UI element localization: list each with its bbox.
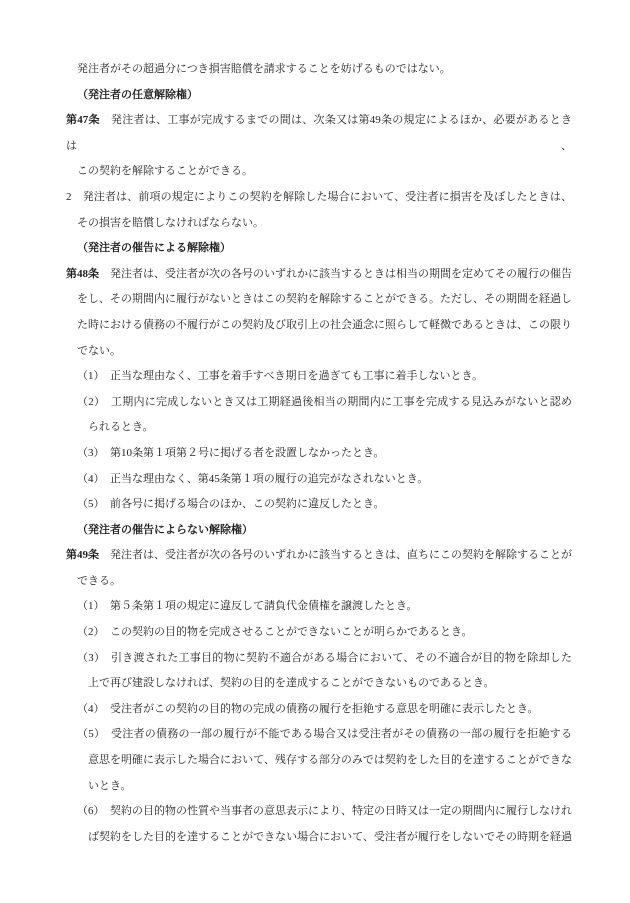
item-line bbox=[66, 594, 572, 620]
item-line bbox=[66, 441, 572, 467]
item-line bbox=[66, 364, 572, 390]
text-run: その損害を賠償しなければならない。 bbox=[77, 216, 264, 229]
continuation-line bbox=[66, 211, 572, 237]
section-heading bbox=[66, 83, 572, 109]
text-run: （4） 正当な理由なく、第45条第１項の履行の追完がなされないとき。 bbox=[77, 472, 429, 485]
text-run: 発注者がその超過分につき損害賠償を請求することを妨げるものではない。 bbox=[77, 63, 451, 75]
text-run: できる。 bbox=[77, 574, 121, 587]
text-run: （2） この契約の目的物を完成させることができないことが明らかであるとき。 bbox=[77, 626, 473, 639]
heading-text: （発注者の催告による解除権） bbox=[77, 242, 231, 255]
item-line bbox=[66, 722, 572, 748]
item-line bbox=[66, 467, 572, 493]
text-run: 発注者は、受注者が次の各号のいずれかに該当するときは、直ちにこの契約を解除することが bbox=[99, 549, 572, 562]
item-line bbox=[66, 697, 572, 723]
text-run: た時における債務の不履行がこの契約及び取引上の社会通念に照らして軽微であるときは、この限り bbox=[77, 318, 572, 331]
text-run: いとき。 bbox=[88, 779, 132, 792]
item-line bbox=[66, 492, 572, 518]
text-run: 2 発注者は、前項の規定によりこの契約を解除した場合において、受注者に損害を及ぼしたときは、 bbox=[66, 190, 572, 203]
item-line bbox=[66, 620, 572, 646]
text-run: られるとき。 bbox=[88, 421, 154, 434]
continuation-line bbox=[66, 671, 572, 697]
text-run: （3） 引き渡された工事目的物に契約不適合がある場合において、その不適合が目的物を除却した bbox=[77, 651, 572, 664]
article-line bbox=[66, 543, 572, 569]
text-run: 意思を明確に表示した場合において、残存する部分のみでは契約をした目的を達することができな bbox=[88, 754, 572, 767]
text-run: 上で再び建設しなければ、契約の目的を達成することができないものであるとき。 bbox=[88, 677, 495, 690]
text-run: をし、その期間内に履行がないときはこの契約を解除することができる。ただし、その期間を経過し bbox=[77, 293, 572, 306]
article-line bbox=[66, 262, 572, 288]
continuation-line bbox=[66, 287, 572, 313]
text-run: でない。 bbox=[77, 344, 121, 357]
text-run: （2） 工期内に完成しないとき又は工期経過後相当の期間内に工事を完成する見込みがないと認め bbox=[77, 395, 572, 408]
continuation-line bbox=[66, 313, 572, 339]
text-run: （3） 第10条第１項第２号に掲げる者を設置しなかったとき。 bbox=[77, 446, 385, 459]
paragraph-line bbox=[66, 185, 572, 211]
heading-text: （発注者の任意解除権） bbox=[77, 88, 198, 101]
item-line bbox=[66, 390, 572, 416]
heading-text: （発注者の催告によらない解除権） bbox=[77, 523, 253, 536]
continuation-line bbox=[66, 825, 572, 851]
text-run: （5） 受注者の債務の一部の履行が不能である場合又は受注者がその債務の一部の履行を拒絶する bbox=[77, 728, 572, 741]
article-number: 第47条 bbox=[66, 114, 100, 127]
text-run: （4） 受注者がこの契約の目的物の完成の債務の履行を拒絶する意思を明確に表示したとき。 bbox=[77, 702, 539, 715]
text-run: 発注者は、工事が完成するまでの間は、次条又は第49条の規定によるほか、必要があるときは、 bbox=[66, 114, 572, 152]
contract-text-block bbox=[66, 57, 572, 850]
text-run: （1） 第５条第１項の規定に違反して請負代金債権を譲渡したとき。 bbox=[77, 600, 418, 613]
text-run: （5） 前各号に掲げる場合のほか、この契約に違反したとき。 bbox=[77, 498, 385, 511]
continuation-line bbox=[66, 774, 572, 800]
continuation-line bbox=[66, 569, 572, 595]
article-number: 第48条 bbox=[66, 267, 99, 280]
text-run: （1） 正当な理由なく、工事を着手すべき期日を過ぎても工事に着手しないとき。 bbox=[77, 370, 484, 383]
text-run: （6） 契約の目的物の性質や当事者の意思表示により、特定の日時又は一定の期間内に履行しなけれ bbox=[77, 805, 572, 818]
continuation-line bbox=[66, 159, 572, 185]
text-run: ば契約をした目的を達することができない場合において、受注者が履行をしないでその時期を経過 bbox=[88, 830, 572, 843]
continuation-line bbox=[66, 748, 572, 774]
continuation-line bbox=[66, 339, 572, 365]
continuation-line bbox=[66, 57, 572, 83]
item-line bbox=[66, 799, 572, 825]
article-line bbox=[66, 108, 572, 159]
text-run: この契約を解除することができる。 bbox=[77, 165, 253, 178]
section-heading bbox=[66, 236, 572, 262]
item-line bbox=[66, 646, 572, 672]
text-run: 発注者は、受注者が次の各号のいずれかに該当するときは相当の期間を定めてその履行の催告 bbox=[99, 267, 572, 280]
section-heading bbox=[66, 518, 572, 544]
continuation-line bbox=[66, 415, 572, 441]
article-number: 第49条 bbox=[66, 549, 99, 562]
